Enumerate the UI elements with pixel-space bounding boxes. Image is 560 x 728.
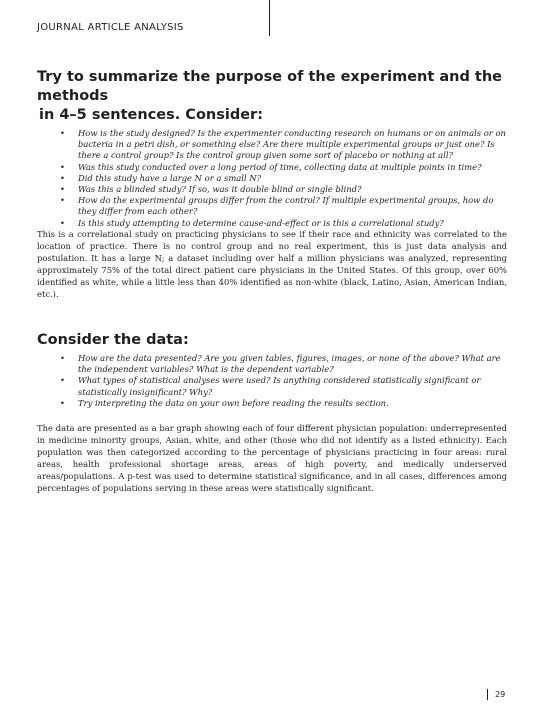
running-header: JOURNAL ARTICLE ANALYSIS	[37, 22, 184, 33]
bullet-icon: •	[60, 397, 65, 408]
data-section	[37, 331, 507, 409]
purpose-answer-block	[37, 228, 507, 300]
data-heading: Consider the data:	[37, 332, 189, 348]
list-item: • Was this a blinded study? If so, was it double blind or single blind?	[60, 184, 362, 195]
bullet-icon: •	[60, 184, 65, 195]
list-item: • What types of statistical analyses were used? Is anything considered statistically significant or statistically insignificant? Why?	[60, 375, 481, 397]
header-divider	[269, 0, 270, 36]
purpose-heading	[37, 68, 507, 125]
footer-divider	[487, 689, 488, 700]
bullet-icon: •	[60, 375, 65, 386]
list-item: • Try interpreting the data on your own before reading the results section.	[60, 397, 389, 408]
purpose-heading-line1: Try to summarize the purpose of the experiment and the methods	[37, 69, 502, 104]
bullet-icon: •	[60, 353, 65, 363]
bullet-icon: •	[60, 195, 65, 206]
list-item: • How do the experimental groups differ from the control? If multiple experimental groups, how do they differ from each other?	[60, 195, 494, 217]
purpose-answer: This is a correlational study on practicing physicians to see if their race and ethnicity was correlated to the location of practice. There is no control group and no real experiment, this is just data analysis and postulation. It has a large N; a dataset including over half a million physicians was analyzed, representing approximately 75% of the total direct patient care physicians in the United States. Of this group, over 60% identified as white, while a little less than 40% identified as non-white (black, Latino, Asian, American Indian, etc.).	[37, 229, 507, 299]
bullet-icon: •	[60, 128, 65, 138]
bullet-icon: •	[60, 172, 65, 183]
purpose-heading-line2: in 4–5 sentences. Consider:	[39, 107, 263, 123]
list-item: • Did this study have a large N or a small N?	[60, 172, 262, 183]
page-number: 29	[495, 690, 506, 699]
data-question-list	[37, 353, 507, 409]
bullet-icon: •	[60, 161, 65, 172]
list-item: • Was this study conducted over a long period of time, collecting data at multiple points in time?	[60, 161, 482, 172]
purpose-question-list	[37, 128, 507, 229]
list-item: • Is this study attempting to determine cause-and-effect or is this a correlational study?	[60, 217, 444, 228]
purpose-section	[37, 68, 507, 229]
bullet-icon: •	[60, 217, 65, 228]
data-answer: The data are presented as a bar graph showing each of four different physician population: underrepresented in medicine minority groups, Asian, white, and other (those who did not identify as a listed ethnicity). Each population was then categorized according to the percentage of physicians practicing in four areas: rural areas, health professional shortage areas, areas of high poverty, and medically underserved areas/populations. A p-test was used to determine statistical significance, and in all cases, differences among percentages of populations serving in these areas were statistically significant.	[37, 423, 507, 493]
list-item: • How are the data presented? Are you given tables, figures, images, or none of the above? What are the independent variables? What is the dependent variable?	[60, 353, 501, 375]
list-item: • How is the study designed? Is the experimenter conducting research on humans or on animals or on bacteria in a petri dish, or something else? Are there multiple experimental groups or just one? Is there a control group? Is the control group given some sort of placebo or nothing at all?	[60, 128, 506, 161]
data-answer-block	[37, 422, 507, 494]
